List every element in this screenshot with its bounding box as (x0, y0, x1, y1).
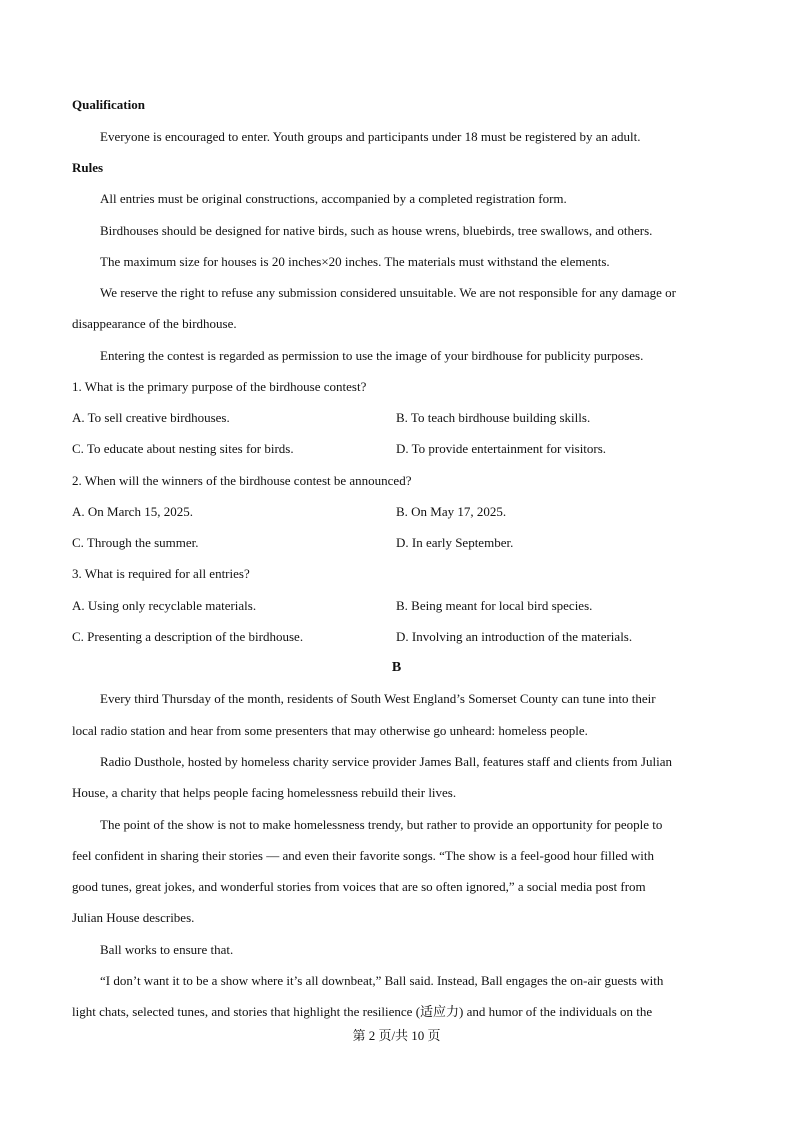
option-b: B. On May 17, 2025. (396, 504, 507, 519)
option-b: B. To teach birdhouse building skills. (396, 410, 591, 425)
option-d: D. In early September. (396, 535, 514, 550)
option-row (72, 535, 724, 551)
option-b: B. Being meant for local bird species. (396, 598, 593, 613)
option-d: D. Involving an introduction of the materials. (396, 629, 633, 644)
rule-item: Birdhouses should be designed for native birds, such as house wrens, bluebirds, tree swallows, and others. (100, 223, 653, 238)
option-d: D. To provide entertainment for visitors. (396, 441, 607, 456)
qualification-heading: Qualification (72, 97, 145, 112)
question-stem: 2. When will the winners of the birdhouse contest be announced? (72, 473, 412, 488)
passage-line: The point of the show is not to make homelessness trendy, but rather to provide an opportunity for people to (100, 817, 663, 832)
qualification-text: Everyone is encouraged to enter. Youth groups and participants under 18 must be registered by an adult. (100, 129, 641, 144)
passage-line: Ball works to ensure that. (100, 942, 234, 957)
option-c: C. To educate about nesting sites for birds. (72, 441, 294, 456)
passage-line: “I don’t want it to be a show where it’s all downbeat,” Ball said. Instead, Ball engages the on-air guests with (100, 973, 664, 988)
question-stem: 1. What is the primary purpose of the birdhouse contest? (72, 379, 367, 394)
passage-line: Radio Dusthole, hosted by homeless charity service provider James Ball, features staff and clients from Julian (100, 754, 672, 769)
option-c: C. Presenting a description of the birdhouse. (72, 629, 304, 644)
option-a: A. To sell creative birdhouses. (72, 410, 230, 425)
option-a: A. Using only recyclable materials. (72, 598, 257, 613)
rule-item: The maximum size for houses is 20 inches×20 inches. The materials must withstand the elements. (100, 254, 610, 269)
option-c: C. Through the summer. (72, 535, 199, 550)
question-stem: 3. What is required for all entries? (72, 566, 250, 581)
passage-line: House, a charity that helps people facing homelessness rebuild their lives. (72, 785, 457, 800)
passage-b-heading: B (391, 660, 402, 675)
option-row (72, 441, 724, 457)
passage-line: light chats, selected tunes, and stories that highlight the resilience (适应力) and humor of the individuals on the (72, 1004, 653, 1019)
option-a: A. On March 15, 2025. (72, 504, 193, 519)
passage-line: Every third Thursday of the month, residents of South West England’s Somerset County can tune into their (100, 691, 656, 706)
rules-heading: Rules (72, 160, 104, 175)
rule-permission: Entering the contest is regarded as permission to use the image of your birdhouse for publicity purposes. (100, 348, 644, 363)
rule-reserve-line1: We reserve the right to refuse any submission considered unsuitable. We are not responsible for any damage or (100, 285, 676, 300)
option-row (72, 504, 724, 520)
option-row (72, 410, 724, 426)
option-row (72, 629, 724, 645)
rule-reserve-line2: disappearance of the birdhouse. (72, 316, 237, 331)
passage-line: Julian House describes. (72, 910, 195, 925)
passage-line: feel confident in sharing their stories — and even their favorite songs. “The show is a feel-good hour filled with (72, 848, 654, 863)
page-footer: 第 2 页/共 10 页 (352, 1028, 441, 1043)
passage-line: local radio station and hear from some presenters that may otherwise go unheard: homeless people. (72, 723, 588, 738)
option-row (72, 598, 724, 614)
rule-item: All entries must be original constructions, accompanied by a completed registration form. (100, 191, 567, 206)
passage-line: good tunes, great jokes, and wonderful stories from voices that are so often ignored,” a social media post from (72, 879, 646, 894)
